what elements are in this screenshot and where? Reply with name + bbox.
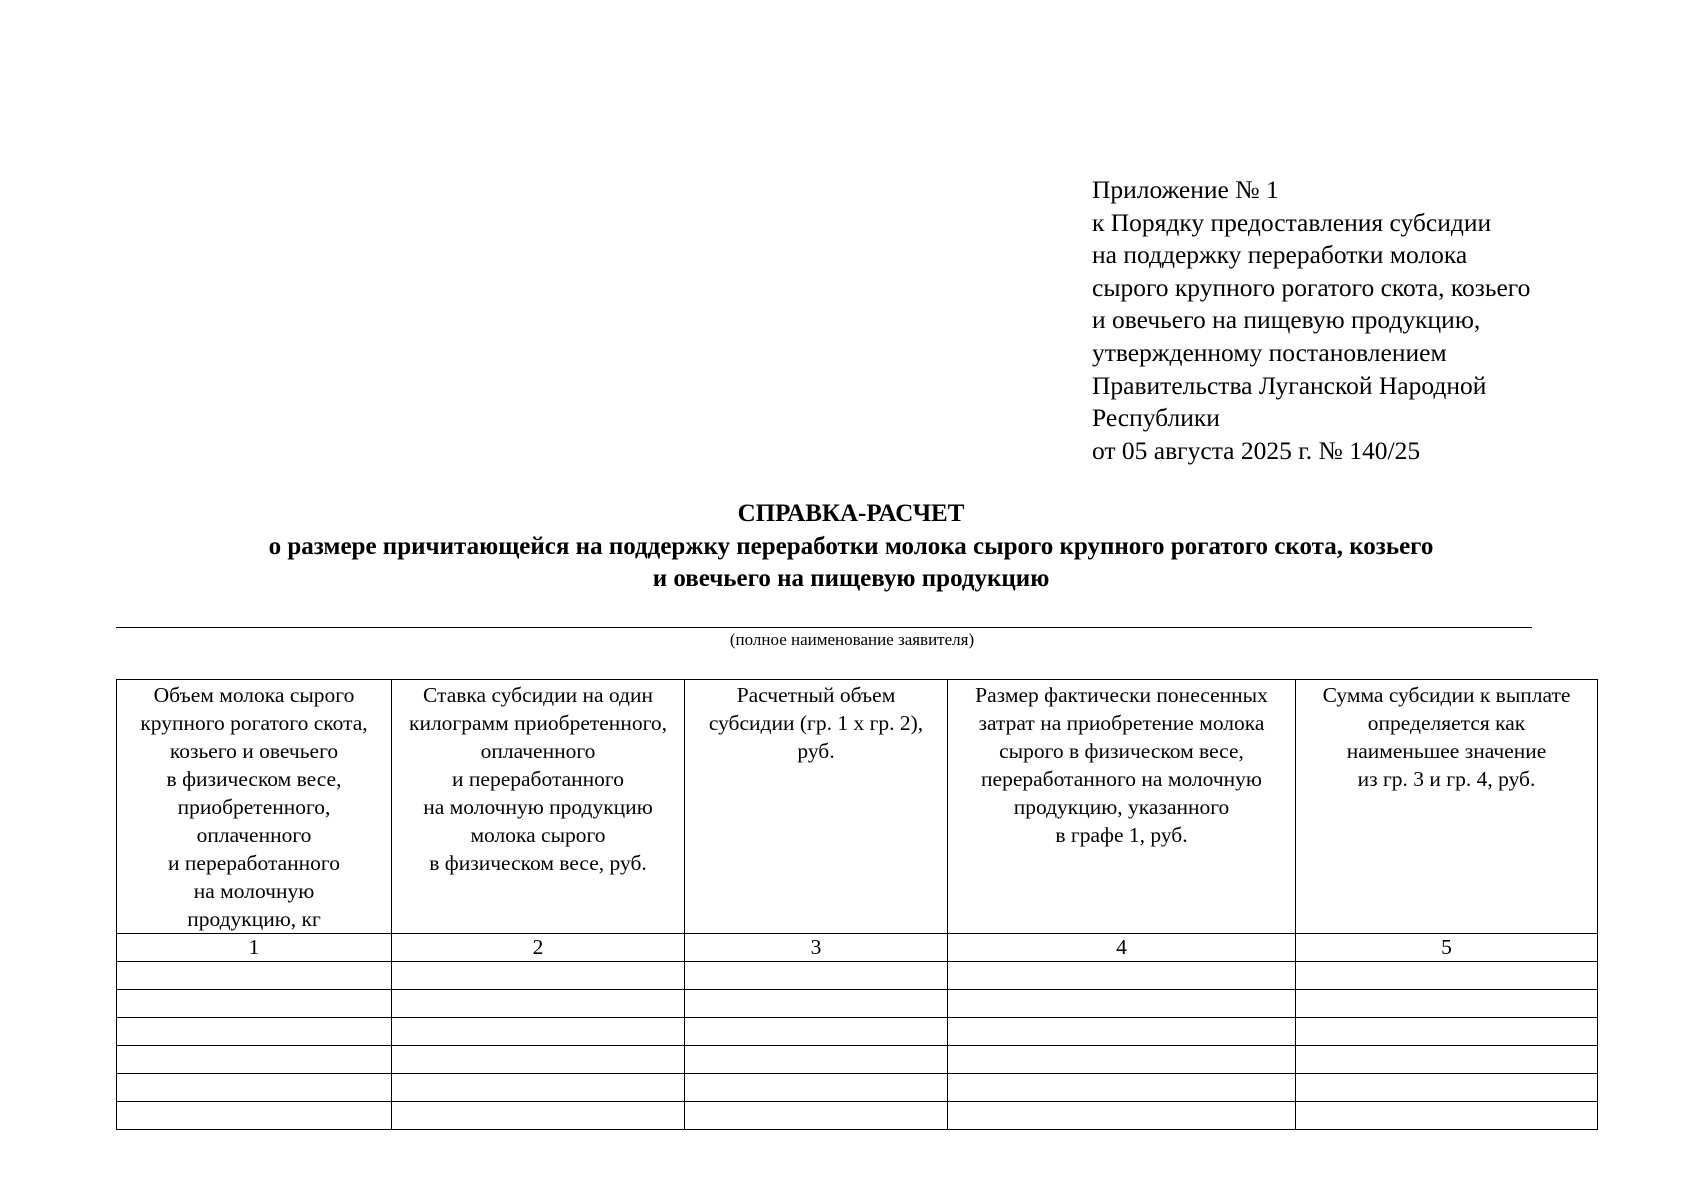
table-cell[interactable] [1296,1102,1598,1130]
table-cell[interactable] [948,1018,1296,1046]
table-cell[interactable] [117,1074,392,1102]
column-header-rate: Ставка субсидии на один килограмм приобретенного, оплаченного и переработанного на молочную продукцию молока сырого в физическом весе, руб. [392,680,685,934]
table-cell[interactable] [948,1074,1296,1102]
appendix-line: утвержденному постановлением [1092,337,1447,367]
column-header-actual-costs: Размер фактически понесенных затрат на приобретение молока сырого в физическом весе, переработанного на молочную продукцию, указанного в графе 1, руб. [948,680,1296,934]
title-subtitle-line: о размере причитающейся на поддержку переработки молока сырого крупного рогатого скота, козьего [268,532,1434,560]
column-number: 2 [392,934,685,962]
table-cell[interactable] [117,990,392,1018]
table-cell[interactable] [685,962,948,990]
column-number: 1 [117,934,392,962]
table-cell[interactable] [392,1046,685,1074]
column-header-payout: Сумма субсидии к выплате определяется как наименьшее значение из гр. 3 и гр. 4, руб. [1296,680,1598,934]
title-subtitle-line: и овечьего на пищевую продукцию [652,565,1050,592]
table-row [117,1046,1598,1074]
table-cell[interactable] [1296,962,1598,990]
table-row [117,1018,1598,1046]
table-cell[interactable] [685,1046,948,1074]
table-cell[interactable] [948,990,1296,1018]
table-cell[interactable] [1296,1018,1598,1046]
column-number-row [117,934,1598,962]
appendix-line: к Порядку предоставления субсидии [1092,207,1492,237]
table-row [117,1074,1598,1102]
document-title [116,498,1586,596]
table-cell[interactable] [117,962,392,990]
table-cell[interactable] [117,1102,392,1130]
table-cell[interactable] [948,962,1296,990]
table-cell[interactable] [117,1018,392,1046]
table-header-row [117,680,1598,934]
table-cell[interactable] [1296,1046,1598,1074]
calculation-table [116,679,1598,1130]
table-cell[interactable] [392,962,685,990]
table-cell[interactable] [685,1074,948,1102]
applicant-name-line [116,627,1532,628]
table-cell[interactable] [685,1102,948,1130]
appendix-line: Республики [1092,403,1220,433]
column-number: 5 [1296,934,1598,962]
column-header-estimated: Расчетный объем субсидии (гр. 1 х гр. 2), руб. [685,680,948,934]
table-cell[interactable] [685,990,948,1018]
appendix-line: и овечьего на пищевую продукцию, [1092,305,1481,335]
table-cell[interactable] [392,1018,685,1046]
table-cell[interactable] [392,1102,685,1130]
appendix-reference [1092,174,1652,467]
table-row [117,962,1598,990]
appendix-line: сырого крупного рогатого скота, козьего [1092,272,1531,302]
table-row [117,1102,1598,1130]
table-cell[interactable] [392,1074,685,1102]
appendix-line: Правительства Луганской Народной [1092,370,1487,400]
table-cell[interactable] [948,1046,1296,1074]
appendix-line: от 05 августа 2025 г. № 140/25 [1092,435,1421,465]
table-cell[interactable] [392,990,685,1018]
applicant-caption: (полное наименование заявителя) [729,630,975,649]
table-cell[interactable] [1296,1074,1598,1102]
appendix-line: на поддержку переработки молока [1092,240,1468,270]
appendix-line: Приложение № 1 [1092,175,1279,204]
table-cell[interactable] [117,1046,392,1074]
table-cell[interactable] [1296,990,1598,1018]
table-cell[interactable] [685,1018,948,1046]
column-number: 3 [685,934,948,962]
column-number: 4 [948,934,1296,962]
table-row [117,990,1598,1018]
column-header-volume: Объем молока сырого крупного рогатого скота, козьего и овечьего в физическом весе, приобретенного, оплаченного и переработанного на молочную продукцию, кг [117,680,392,934]
title-main: СПРАВКА-РАСЧЕТ [737,500,965,527]
table-cell[interactable] [948,1102,1296,1130]
